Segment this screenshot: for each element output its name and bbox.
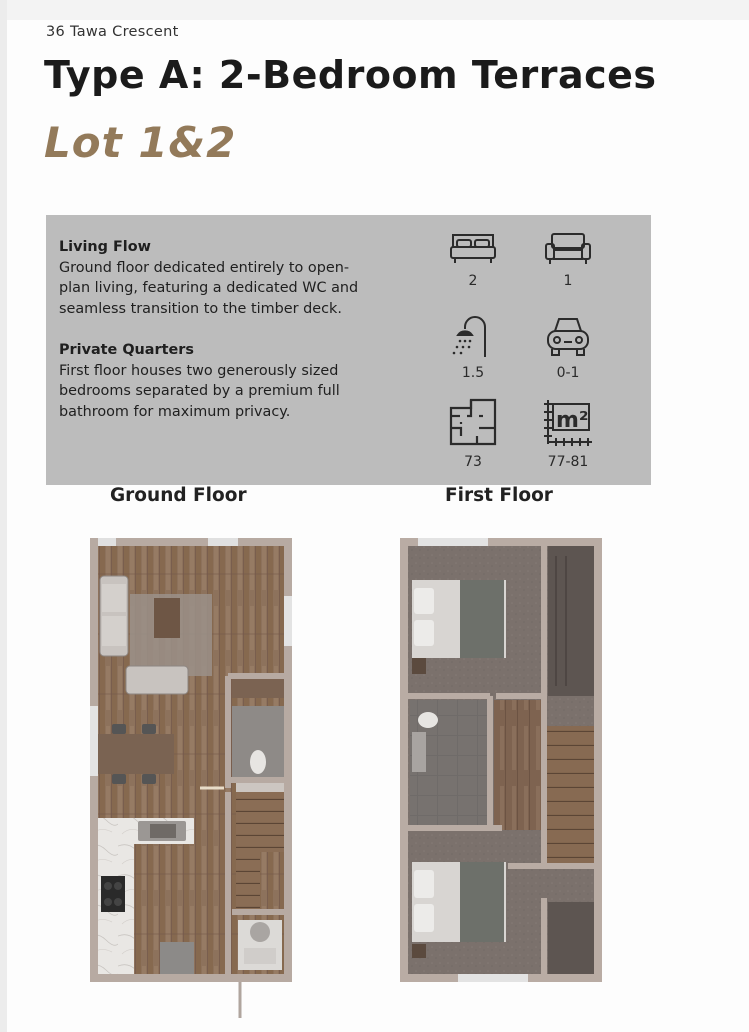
section-heading-private-quarters: Private Quarters — [59, 342, 194, 358]
lot-subtitle: Lot 1&2 — [44, 118, 237, 167]
first-floor-label: First Floor — [445, 485, 553, 506]
stat-value: 1 — [563, 273, 573, 289]
page-top-band — [7, 0, 749, 20]
stat-parking — [523, 315, 613, 381]
stat-bathrooms — [428, 313, 518, 381]
bed-icon — [449, 231, 497, 267]
stat-value: 2 — [468, 273, 478, 289]
floor-plan-icon — [447, 396, 499, 448]
ground-floor-label: Ground Floor — [110, 485, 247, 506]
svg-text:m²: m² — [556, 408, 589, 433]
section-body-private-quarters: First floor houses two generously sized bedrooms separated by a premium full bathroom for maximum privacy. — [59, 362, 340, 420]
stat-land-area — [523, 396, 613, 470]
ground-floor-plan — [88, 536, 294, 1020]
stat-value: 0-1 — [556, 365, 580, 381]
stat-value: 77-81 — [547, 454, 589, 470]
stat-value: 73 — [464, 454, 482, 470]
description — [59, 237, 369, 443]
sofa-icon — [544, 231, 592, 267]
first-floor-plan — [398, 536, 604, 984]
page-edge — [0, 0, 7, 1032]
area-m2-icon — [542, 396, 594, 448]
stat-value: 1.5 — [461, 365, 485, 381]
section-body-living-flow: Ground floor dedicated entirely to open-plan living, featuring a dedicated WC and seamless transition to the timber deck. — [59, 259, 359, 317]
stat-living — [523, 231, 613, 289]
info-panel — [46, 215, 651, 485]
stat-floor-area — [428, 396, 518, 470]
section-heading-living-flow: Living Flow — [59, 239, 151, 255]
shower-icon — [449, 313, 497, 359]
page-title: Type A: 2-Bedroom Terraces — [44, 53, 657, 97]
stat-bedrooms — [428, 231, 518, 289]
car-icon — [544, 315, 592, 359]
address-line: 36 Tawa Crescent — [46, 24, 179, 40]
